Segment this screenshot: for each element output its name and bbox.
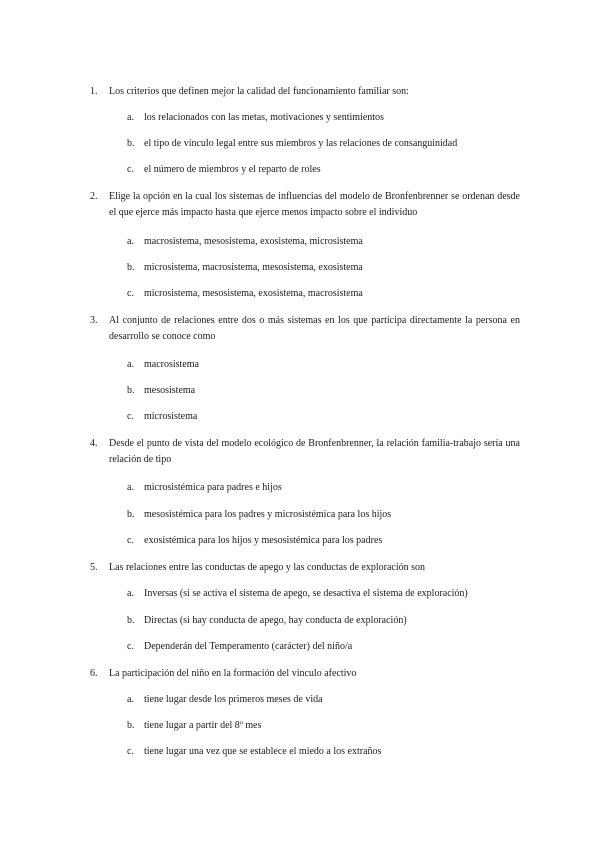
option-text: Inversas (si se activa el sistema de apego, se desactiva el sistema de exploración): [144, 588, 468, 599]
option-letter: b.: [127, 262, 135, 273]
option-letter: a.: [127, 588, 134, 599]
option-letter: c.: [127, 164, 134, 175]
option-text: el número de miembros y el reparto de roles: [144, 164, 321, 175]
question-text: Al conjunto de relaciones entre dos o más sistemas en los que participa directamente la persona en desarrollo se conoce como: [109, 315, 520, 342]
option-letter: c.: [127, 641, 134, 652]
question-number: 6.: [90, 668, 98, 679]
option-text: microsistémica para padres e hijos: [144, 482, 282, 493]
question-6: [90, 666, 520, 682]
option-letter: b.: [127, 720, 135, 731]
option-text: exosistémica para los hijos y mesosistémica para los padres: [144, 535, 383, 546]
option-4b: [127, 508, 391, 522]
question-3: [90, 313, 520, 345]
option-letter: b.: [127, 138, 135, 149]
option-letter: a.: [127, 112, 134, 123]
option-text: Directas (si hay conducta de apego, hay conducta de exploración): [144, 615, 407, 626]
question-4: [90, 436, 520, 468]
option-text: microsistema: [144, 411, 198, 422]
option-2b: [127, 261, 363, 275]
question-5: [90, 560, 520, 576]
option-letter: c.: [127, 288, 134, 299]
option-text: tiene lugar a partir del 8º mes: [144, 720, 262, 731]
option-letter: b.: [127, 615, 135, 626]
question-number: 5.: [90, 562, 98, 573]
option-text: tiene lugar desde los primeros meses de vida: [144, 694, 323, 705]
option-letter: a.: [127, 694, 134, 705]
option-text: Dependerán del Temperamento (carácter) del niño/a: [144, 641, 353, 652]
option-letter: c.: [127, 746, 134, 757]
question-text: La participación del niño en la formación del vínculo afectivo: [109, 668, 357, 679]
option-letter: a.: [127, 359, 134, 370]
option-6b: [127, 719, 262, 733]
option-1b: [127, 137, 457, 151]
option-2a: [127, 235, 363, 249]
option-4c: [127, 534, 382, 548]
option-letter: a.: [127, 482, 134, 493]
option-text: microsistema, mesosistema, exosistema, macrosistema: [144, 288, 363, 299]
option-letter: b.: [127, 385, 135, 396]
option-text: macrosistema, mesosistema, exosistema, microsistema: [144, 236, 363, 247]
option-letter: b.: [127, 509, 135, 520]
option-text: mesosistémica para los padres y microsistémica para los hijos: [144, 509, 392, 520]
option-3b: [127, 384, 195, 398]
question-text: Los criterios que definen mejor la calidad del funcionamiento familiar son:: [109, 86, 409, 97]
question-1: [90, 84, 520, 100]
option-text: el tipo de vínculo legal entre sus miembros y las relaciones de consanguinidad: [144, 138, 458, 149]
option-1a: [127, 111, 384, 125]
option-6a: [127, 693, 323, 707]
option-text: macrosistema: [144, 359, 199, 370]
question-text: Las relaciones entre las conductas de apego y las conductas de exploración son: [109, 562, 425, 573]
option-text: los relacionados con las metas, motivaciones y sentimientos: [144, 112, 384, 123]
option-2c: [127, 287, 363, 301]
option-1c: [127, 163, 321, 177]
question-number: 2.: [90, 191, 98, 202]
option-4a: [127, 481, 282, 495]
option-3c: [127, 410, 197, 424]
question-text: Desde el punto de vista del modelo ecológico de Bronfenbrenner, la relación familia-trabajo sería una relación de tipo: [109, 438, 520, 465]
option-5a: [127, 587, 468, 601]
option-letter: a.: [127, 236, 134, 247]
option-letter: c.: [127, 535, 134, 546]
question-number: 1.: [90, 86, 98, 97]
option-6c: [127, 745, 381, 759]
option-text: mesosistema: [144, 385, 196, 396]
question-number: 4.: [90, 438, 98, 449]
option-text: microsistema, macrosistema, mesosistema, exosistema: [144, 262, 363, 273]
question-text: Elige la opción en la cual los sistemas de influencias del modelo de Bronfenbrenner se ordenan desde el que ejerce más impacto hasta que ejerce menos impacto sobre el individuo: [109, 191, 520, 218]
option-5b: [127, 614, 407, 628]
option-letter: c.: [127, 411, 134, 422]
option-text: tiene lugar una vez que se establece el miedo a los extraños: [144, 746, 382, 757]
option-5c: [127, 640, 352, 654]
question-number: 3.: [90, 315, 98, 326]
question-2: [90, 189, 520, 221]
option-3a: [127, 358, 199, 372]
